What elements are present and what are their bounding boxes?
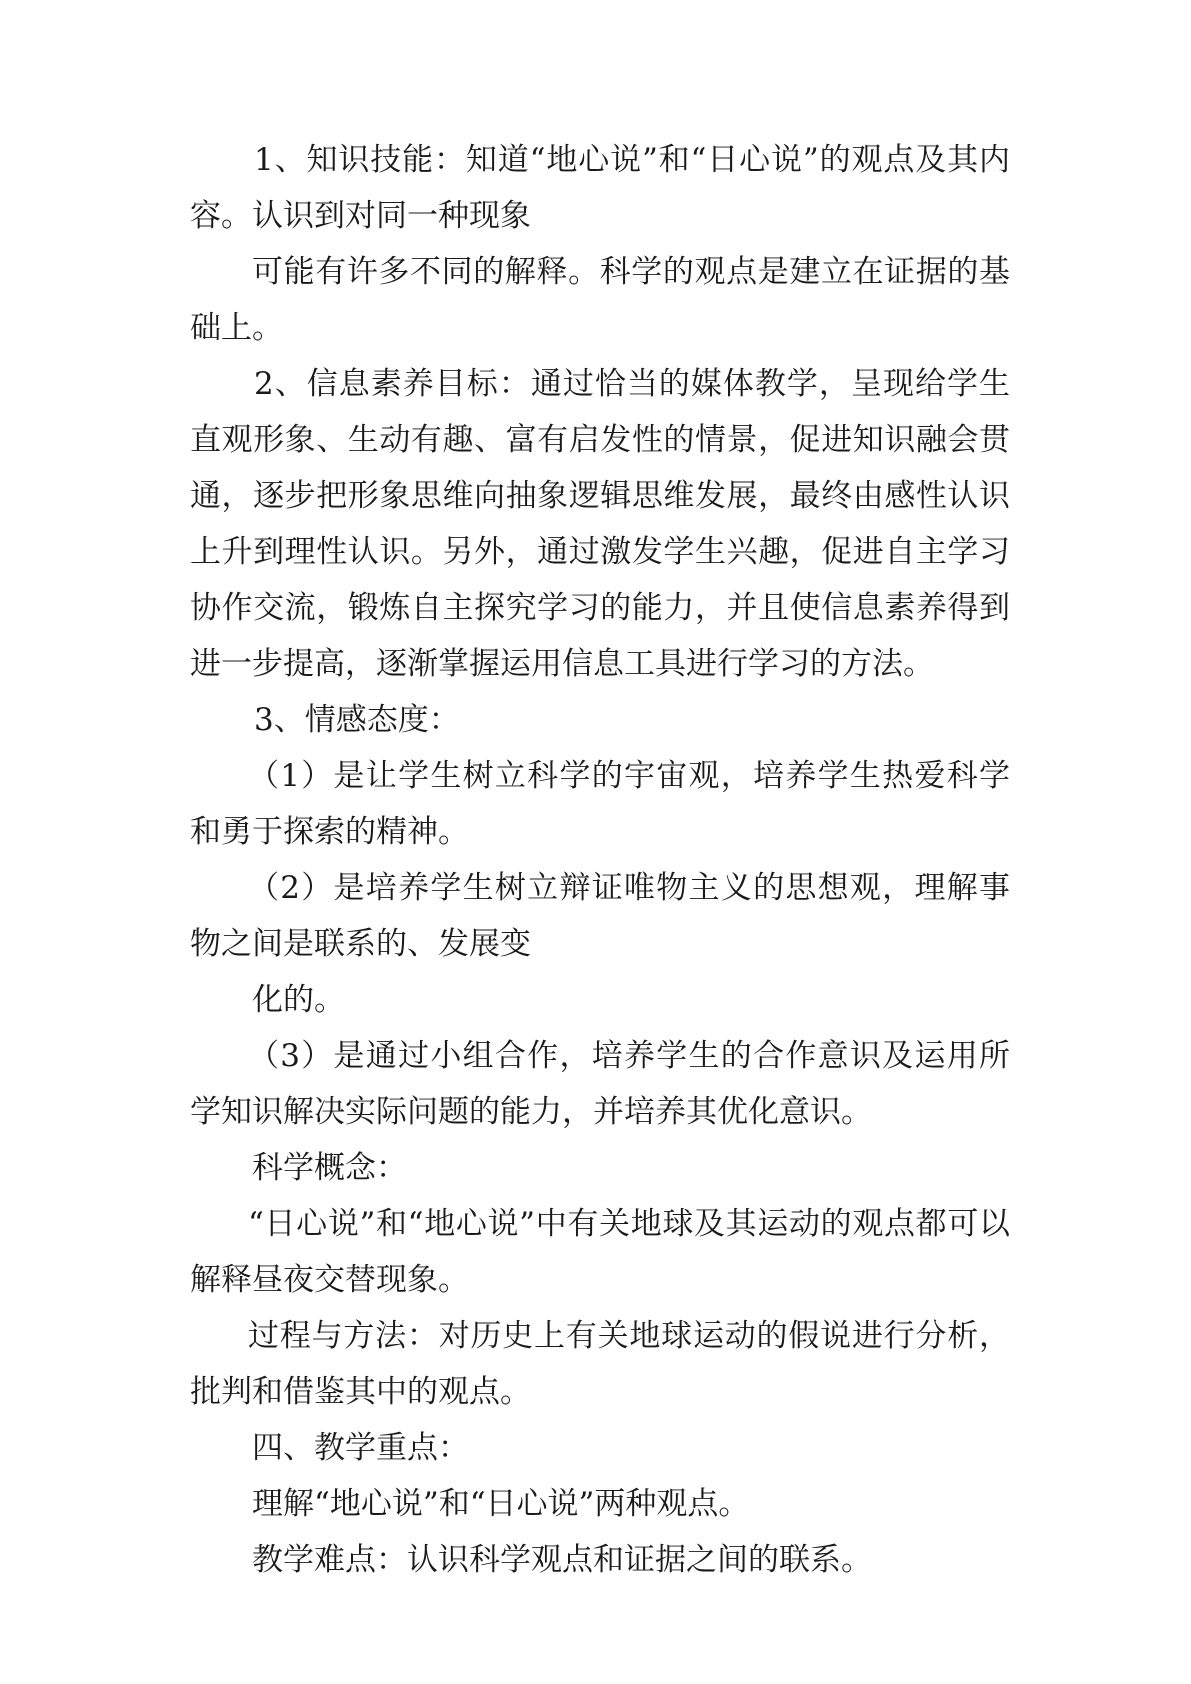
paragraph-science-concept-heading: 科学概念： <box>252 1150 407 1186</box>
paragraph-teaching-focus: 理解“地心说”和“日心说”两种观点。 <box>252 1486 750 1522</box>
paragraph-emotion-attitude-heading: 3、情感态度： <box>254 702 460 738</box>
paragraph-knowledge-skills-continued: 可能有许多不同的解释。科学的观点是建立在证据的基础上。 <box>190 254 1010 346</box>
paragraph-emotion-item-2: （2）是培养学生树立辩证唯物主义的思想观，理解事物之间是联系的、发展变 <box>190 870 1010 962</box>
paragraph-information-literacy: 2、信息素养目标：通过恰当的媒体教学，呈现给学生直观形象、生动有趣、富有启发性的情景，促进知识融会贯通，逐步把形象思维向抽象逻辑思维发展，最终由感性认识上升到理性认识。另外，通过激发学生兴趣，促进自主学习协作交流，锻炼自主探究学习的能力，并且使信息素养得到进一步提高，逐渐掌握运用信息工具进行学习的方法。 <box>190 366 1010 682</box>
paragraph-teaching-difficulty: 教学难点：认识科学观点和证据之间的联系。 <box>252 1542 872 1578</box>
paragraph-emotion-item-2-continued: 化的。 <box>252 982 345 1018</box>
paragraph-science-concept: “日心说”和“地心说”中有关地球及其运动的观点都可以解释昼夜交替现象。 <box>190 1206 1010 1298</box>
paragraph-process-method: 过程与方法：对历史上有关地球运动的假说进行分析，批判和借鉴其中的观点。 <box>190 1318 1010 1410</box>
paragraph-emotion-item-1: （1）是让学生树立科学的宇宙观，培养学生热爱科学和勇于探索的精神。 <box>190 758 1010 850</box>
paragraph-knowledge-skills: 1、知识技能：知道“地心说”和“日心说”的观点及其内容。认识到对同一种现象 <box>190 142 1010 234</box>
paragraph-teaching-focus-heading: 四、教学重点： <box>252 1430 469 1466</box>
paragraph-emotion-item-3: （3）是通过小组合作，培养学生的合作意识及运用所学知识解决实际问题的能力，并培养其优化意识。 <box>190 1038 1010 1130</box>
document-body <box>190 132 1010 1588</box>
